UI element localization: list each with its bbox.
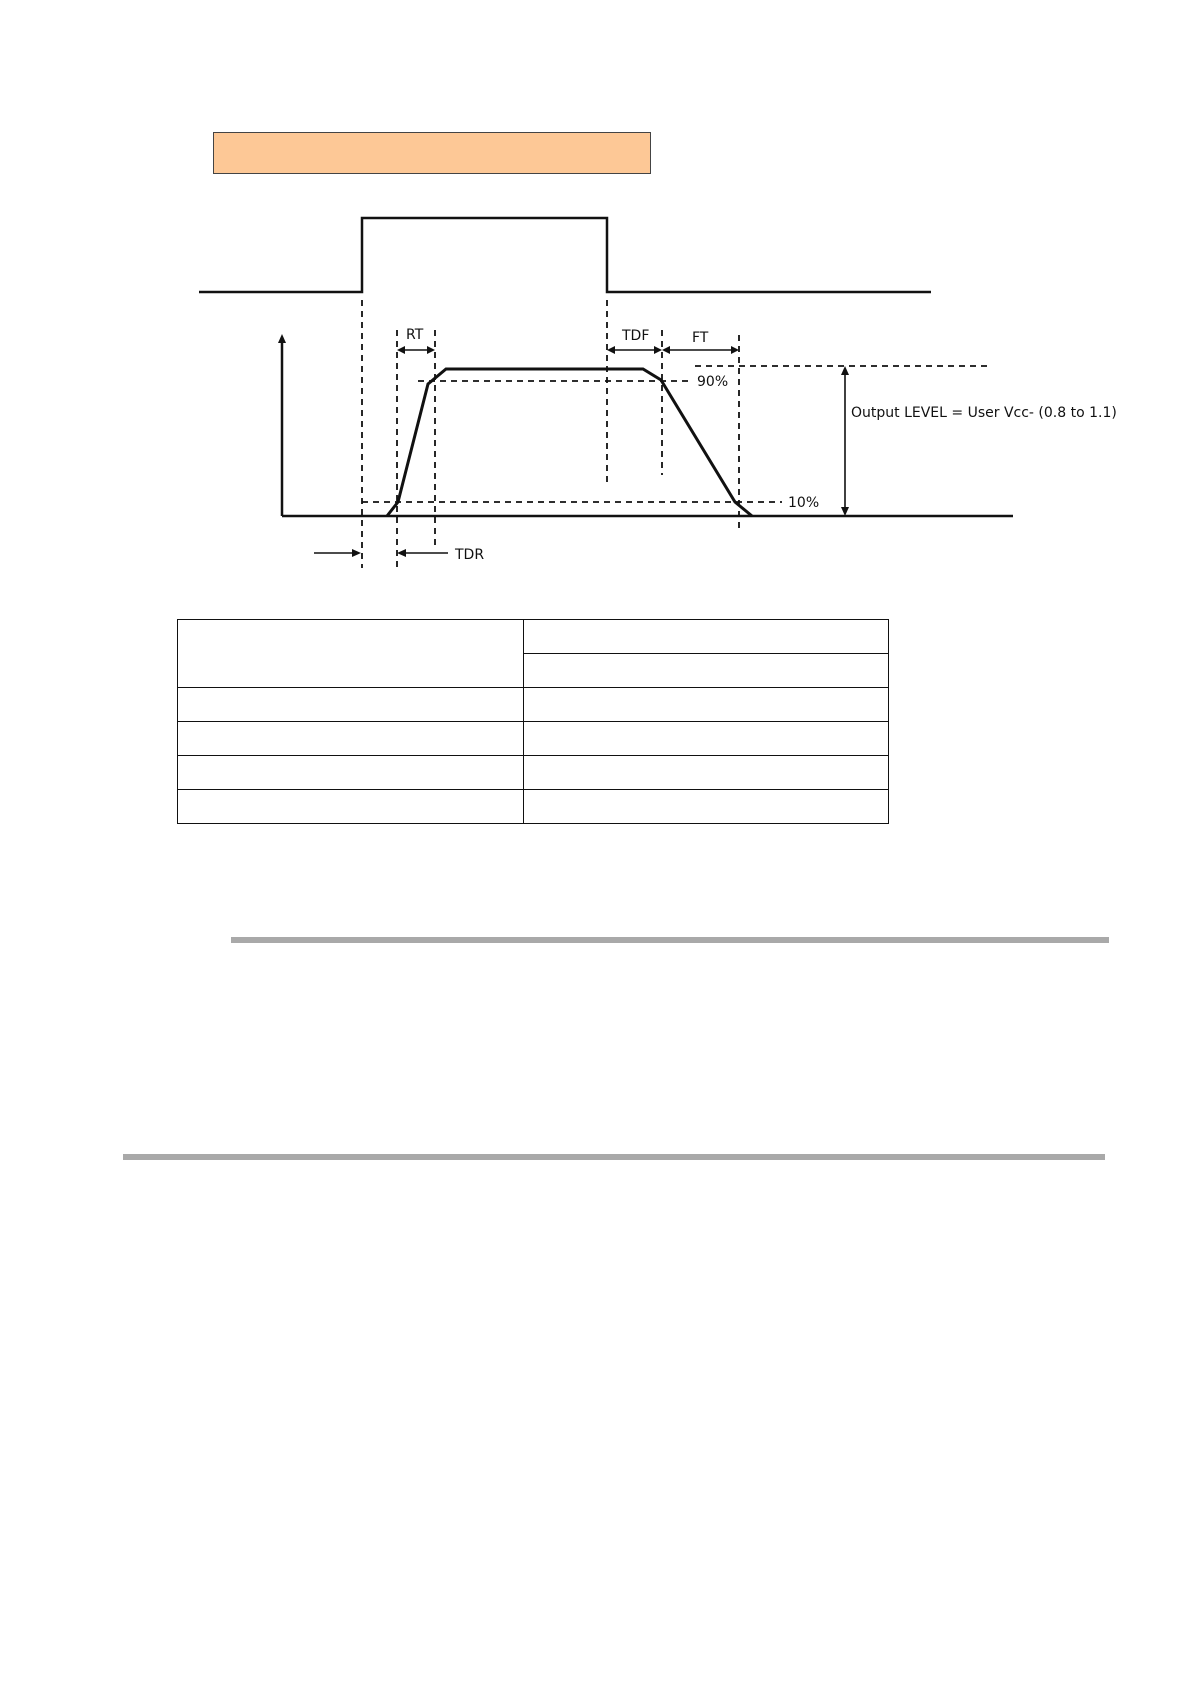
table-cell: [524, 688, 889, 722]
table-cell: [178, 790, 524, 824]
table-cell: [524, 722, 889, 756]
timing-diagram: [0, 0, 1191, 600]
horizontal-guides: [362, 366, 988, 502]
spec-table: [177, 619, 889, 824]
y-axis-arrowhead: [278, 334, 286, 343]
table-cell: [524, 790, 889, 824]
table-row: [178, 756, 889, 790]
rt-label: RT: [406, 327, 424, 343]
table-cell: [524, 654, 889, 688]
table-cell: [524, 756, 889, 790]
input-pulse: [199, 218, 931, 292]
table-row: [178, 620, 889, 654]
pct-high-label: 90%: [697, 374, 729, 390]
table-row: [178, 790, 889, 824]
ft-label: FT: [692, 330, 709, 346]
table-cell: [178, 620, 524, 688]
tdf-label: TDF: [622, 328, 650, 344]
table-cell: [178, 756, 524, 790]
table-cell: [524, 620, 889, 654]
table-cell: [178, 688, 524, 722]
table-row: [178, 688, 889, 722]
pct-low-label: 10%: [788, 495, 820, 511]
table-cell: [178, 722, 524, 756]
output-level-label: Output LEVEL = User Vcc- (0.8 to 1.1): [851, 405, 1117, 421]
divider-rule-1: [231, 937, 1109, 943]
table-row: [178, 722, 889, 756]
tdr-label: TDR: [455, 547, 485, 563]
divider-rule-2: [123, 1154, 1105, 1160]
output-waveform: [387, 369, 752, 516]
